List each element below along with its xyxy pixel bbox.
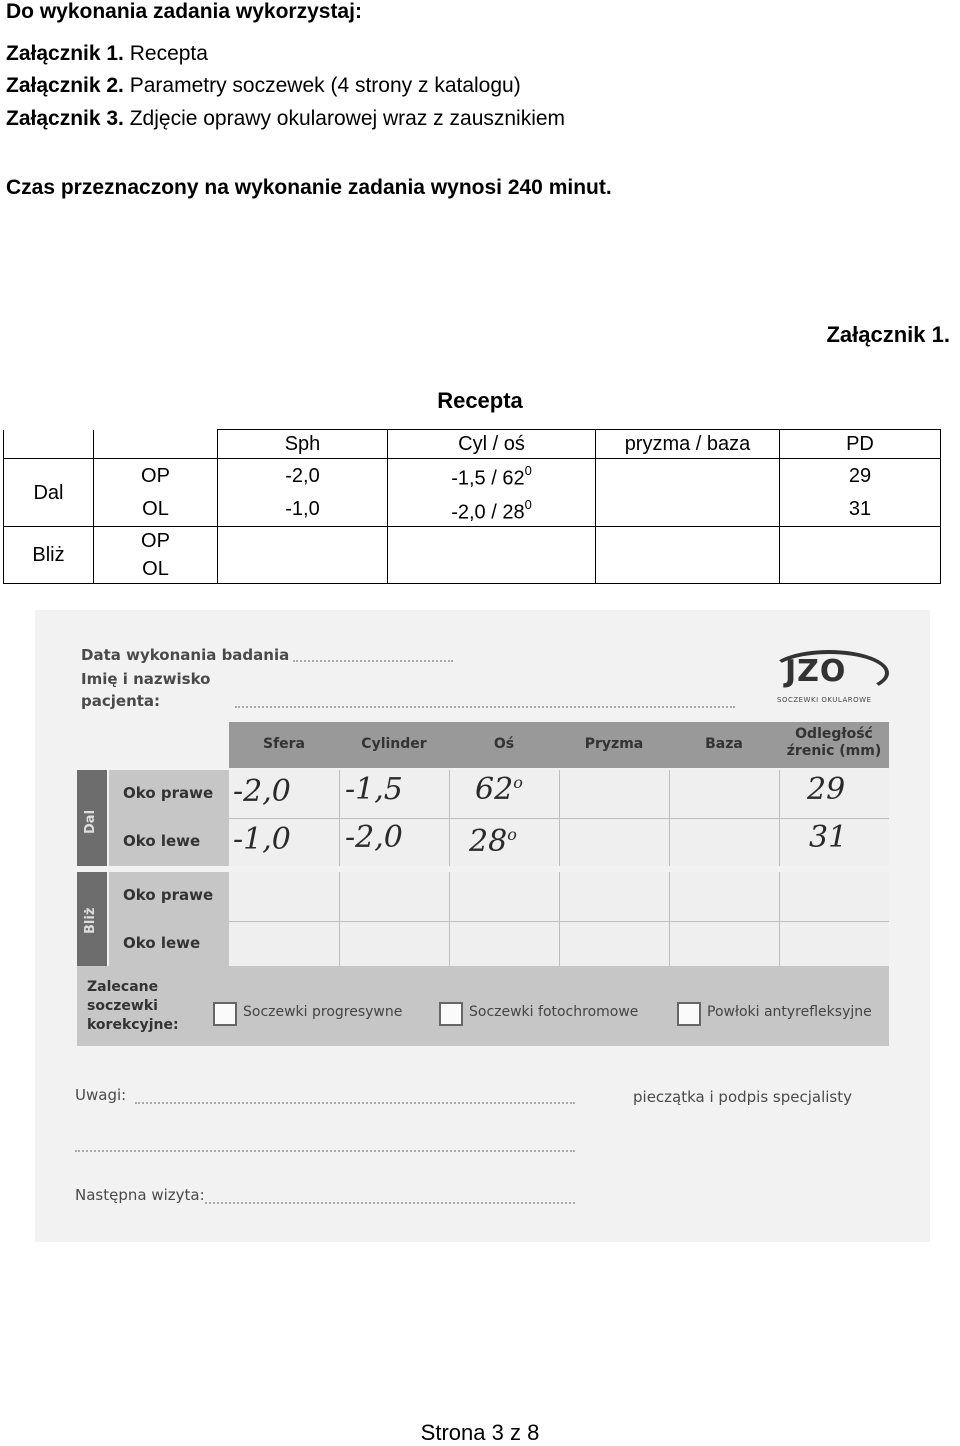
section-far: Dal [4,459,94,527]
jzo-logo [765,648,890,708]
col-header-cyl: Cyl / oś [388,430,596,459]
attachment-item [6,107,565,131]
far-left-cyl [388,493,596,527]
photochromic-label: Soczewki fotochromowe [469,1004,639,1020]
remarks-label: Uwagi: [75,1086,127,1104]
dotted-line [205,1202,575,1204]
hand-os-value: 62 [475,772,514,807]
far-right-pd: 29 [780,459,941,493]
grid-line [229,921,889,922]
form-header [229,722,889,768]
hdr-baza: Baza [705,736,743,752]
prescription-form-photo [35,610,930,1242]
empty-cell [94,430,218,459]
attachment-text: Zdjęcie oprawy okularowej wraz z zausznikiem [123,107,566,130]
attachment-item [6,74,521,98]
degree-mark: o [507,825,517,844]
table-row [4,459,941,493]
antireflective-label: Powłoki antyrefleksyjne [707,1004,872,1020]
logo-text: JZO [785,654,847,689]
far-left-prism [596,493,780,527]
prescription-title: Recepta [437,388,523,413]
degree-mark: 0 [524,496,532,512]
hdr-sfera: Sfera [262,736,306,752]
section-near: Bliż [4,527,94,584]
far-row-labels [109,770,229,866]
cyl-value: -2,0 / 28 [451,501,525,524]
near-row-labels [109,872,229,970]
table-header-row [4,430,941,459]
dotted-line [75,1150,575,1152]
dotted-line [293,660,453,662]
col-header-prism: pryzma / baza [596,430,780,459]
progressive-checkbox [213,1002,237,1026]
attachment-label: Załącznik 2. [6,74,124,97]
eye-label: OP [94,527,218,556]
prescription-table [3,429,941,584]
cyl-value: -1,5 / 62 [451,467,525,490]
hand-cyl-left: -2,0 [345,820,403,855]
recommended-label: Zalecane soczewki korekcyjne: [87,979,179,1033]
band-far-label: Dal [83,809,98,834]
attachment-label: Załącznik 1. [6,42,124,65]
antireflective-checkbox [677,1002,701,1026]
hand-os-left [469,824,517,859]
far-left-pd: 31 [780,493,941,527]
hand-os-right [475,772,523,807]
near-pd [780,527,941,584]
degree-mark: o [513,773,523,792]
near-sph [218,527,388,584]
attachment-text: Recepta [123,42,208,65]
attachment-label: Załącznik 3. [6,107,124,130]
next-visit-label: Następna wizyta: [75,1186,205,1204]
attachment-item [6,42,208,66]
hand-cyl-right: -1,5 [345,772,403,807]
hand-pd-right: 29 [807,772,846,807]
far-right-cyl [388,459,596,493]
far-right-sph: -2,0 [218,459,388,493]
col-header-pd: PD [780,430,941,459]
hdr-pd: Odległość źrenic (mm) [786,726,882,759]
band-near-label: Bliż [83,907,98,934]
hand-os-value: 28 [469,824,508,859]
right-eye-label: Oko prawe [123,784,214,802]
name-label: Imię i nazwisko [81,670,211,688]
near-cyl [388,527,596,584]
far-cells [229,770,889,866]
hand-pd-left: 31 [809,820,848,855]
table-row [4,493,941,527]
grid-line [229,818,889,819]
left-eye-label: Oko lewe [123,934,201,952]
logo-subtitle: SOCZEWKI OKULAROWE [777,696,872,704]
dotted-line [235,706,735,708]
degree-mark: 0 [524,463,532,478]
dotted-line [135,1102,575,1104]
near-prism [596,527,780,584]
eye-label: OP [94,459,218,493]
table-row [4,527,941,556]
hdr-pryzma: Pryzma [584,736,644,752]
stamp-label: pieczątka i podpis specjalisty [633,1088,853,1106]
eye-label: OL [94,555,218,584]
left-eye-label: Oko lewe [123,832,201,850]
hdr-os: Oś [493,736,515,752]
recommended-lenses-panel [77,966,889,1046]
photochromic-checkbox [439,1002,463,1026]
band-far [77,770,107,866]
eye-label: OL [94,493,218,527]
attachment-1-label: Załącznik 1. [826,322,950,347]
hdr-cylinder: Cylinder [361,736,427,752]
time-note: Czas przeznaczony na wykonanie zadania wynosi 240 minut. [6,176,612,199]
date-label: Data wykonania badania [81,646,290,664]
page-footer: Strona 3 z 8 [420,1420,540,1445]
hand-sfera-left: -1,0 [233,822,291,857]
right-eye-label: Oko prawe [123,886,214,904]
name-label: pacjenta: [81,692,161,710]
empty-cell [4,430,94,459]
progressive-label: Soczewki progresywne [243,1004,403,1020]
far-right-prism [596,459,780,493]
attachment-text: Parametry soczewek (4 strony z katalogu) [123,74,521,97]
band-near [77,872,107,970]
hand-sfera-right: -2,0 [233,774,291,809]
form-grid [77,722,889,962]
near-cells [229,872,889,970]
far-left-sph: -1,0 [218,493,388,527]
col-header-sph: Sph [218,430,388,459]
instructions-heading: Do wykonania zadania wykorzystaj: [6,0,362,23]
